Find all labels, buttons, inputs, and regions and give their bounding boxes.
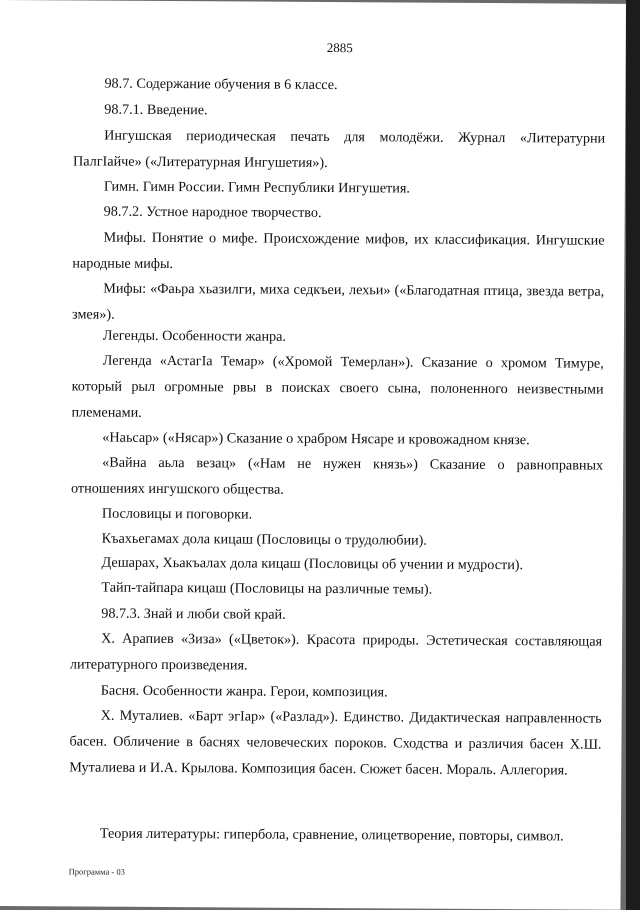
footer-label: Программа - 03 — [68, 866, 125, 877]
paragraph: Теория литературы: гипербола, сравнение, олицетворение, повторы, символ. — [99, 825, 564, 845]
paragraph: Легенда «АстагІа Темар» («Хромой Темерлан»). Сказание о хромом Тимуре, который рыл огромные рвы в поисках своего сына, полоненного неизвестными племенами. — [71, 352, 604, 421]
paragraph: Ингушская периодическая печать для молодёжи. Журнал «Литературни ПалгІайче» («Литературная Ингушетия»). — [72, 127, 606, 172]
paragraph: Дешарах, Хьакъалах дола кицаш (Пословицы об учении и мудрости). — [101, 554, 524, 574]
paragraph: Тайп-тайпара кицаш (Пословицы на различные темы). — [101, 579, 433, 598]
paragraph: Къахьегамах дола кицаш (Пословицы о трудолюбии). — [101, 530, 428, 549]
paragraph: Легенды. Особенности жанра. — [102, 327, 287, 345]
paragraph: Х. Арапиев «Зиза» («Цветок»). Красота природы. Эстетическая составляющая литературного произведения. — [69, 630, 603, 674]
paragraph: Пословицы и поговорки. — [101, 505, 253, 523]
paragraph: Гимн. Гимн России. Гимн Республики Ингушетия. — [103, 178, 410, 197]
page-content — [69, 0, 606, 845]
page-number: 2885 — [326, 39, 353, 56]
paragraph-subsection-heading: 98.7.1. Введение. — [104, 101, 208, 119]
paragraph: Басня. Особенности жанра. Герои, композиция. — [100, 682, 388, 701]
paragraph-subsection-heading: 98.7.2. Устное народное творчество. — [103, 203, 322, 221]
paragraph-section-heading: 98.7. Содержание обучения в 6 классе. — [104, 75, 338, 94]
scan-edge — [626, 0, 640, 910]
paragraph: Мифы: «Фаьра хьазилги, миха седкъеи, лехьи» («Благодатная птица, звезда ветра, змея»). — [72, 280, 605, 323]
paragraph: «Наьсар» («Нясар») Сказание о храбром Нясаре и кровожадном князе. — [102, 429, 530, 449]
paragraph: Х. Муталиев. «Барт эгІар» («Разлад»). Единство. Дидактическая направленность басен. Обличение в баснях человеческих пороков. Сходства и различия басен Х.Ш. Муталиева и И.А. Крылова. Композиция басен. Сюжет басен. Мораль. Аллегория. — [69, 707, 602, 779]
paragraph-subsection-heading: 98.7.3. Знай и люби свой край. — [101, 605, 286, 623]
paragraph: Мифы. Понятие о мифе. Происхождение мифов, их классификация. Ингушские народные мифы. — [72, 229, 605, 273]
paragraph: «Вайна аьла везац» («Нам не нужен князь») Сказание о равноправных отношениях ингушского общества. — [70, 454, 604, 498]
